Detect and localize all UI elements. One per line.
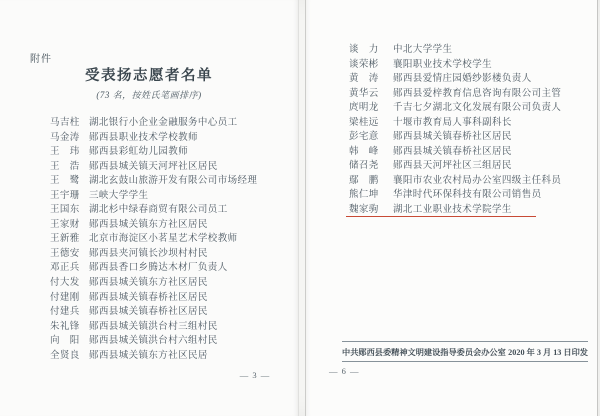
volunteer-entry — [349, 116, 561, 131]
volunteer-name: 邓正兵 — [50, 263, 80, 274]
page-right — [305, 0, 598, 416]
volunteer-affiliation: 郧西县天河坪社区三组居民 — [393, 161, 512, 172]
volunteer-entry — [50, 247, 257, 262]
volunteer-name: 付大发 — [50, 278, 80, 289]
volunteer-name: 付建兵 — [50, 307, 80, 318]
volunteer-affiliation: 郧西县爱梓教育信息咨询有限公司主管 — [393, 88, 562, 99]
volunteer-entry — [349, 43, 561, 58]
volunteer-name: 王新雅 — [50, 234, 80, 245]
volunteer-name: 马金涛 — [50, 132, 80, 143]
volunteer-entry — [349, 159, 561, 174]
volunteer-entry — [50, 261, 257, 276]
volunteer-affiliation: 中北大学学生 — [393, 45, 453, 55]
volunteer-name: 王德安 — [50, 248, 80, 259]
volunteer-entry — [50, 291, 257, 306]
document-title: 受表扬志愿者名单 — [85, 68, 213, 84]
volunteer-name: 熊仁坤 — [349, 190, 379, 201]
volunteer-name: 付建刚 — [50, 292, 80, 303]
volunteer-affiliation: 郧西县彩虹幼儿园教师 — [89, 147, 189, 158]
volunteer-entry — [50, 320, 257, 335]
volunteer-affiliation: 郧西县香口乡腾达木材厂负责人 — [89, 263, 228, 274]
volunteer-name: 全贤良 — [50, 350, 80, 361]
volunteer-affiliation: 襄阳职业技术学校学生 — [393, 59, 493, 70]
volunteer-affiliation: 襄阳市农业农村局办公室四级主任科员 — [393, 175, 562, 186]
volunteer-entry — [50, 305, 257, 320]
volunteer-entry — [50, 145, 257, 160]
volunteer-entry — [349, 203, 561, 218]
volunteer-affiliation: 郧西县城关镇东方社区民居 — [89, 350, 208, 361]
volunteer-entry — [50, 174, 257, 189]
volunteer-name: 王 玮 — [50, 147, 80, 158]
page-number-left: — 3 — — [239, 370, 271, 380]
volunteer-name: 黄华云 — [349, 88, 379, 99]
volunteer-entry — [349, 145, 561, 160]
volunteer-entry — [50, 334, 257, 349]
volunteer-affiliation: 郧西县爱情庄园婚纱影楼负责人 — [393, 74, 532, 85]
volunteer-entry — [50, 349, 257, 364]
volunteer-name: 庹明龙 — [349, 103, 379, 114]
volunteer-affiliation: 郧西县夹河镇长沙坝村村民 — [89, 248, 208, 259]
volunteer-list-left — [50, 116, 257, 363]
volunteer-entry — [349, 130, 561, 145]
colophon-issuer: 中共郧西县委精神文明建设指导委员会办公室 — [342, 348, 506, 357]
volunteer-affiliation: 郧西县城关镇东方社区居民 — [89, 278, 208, 289]
volunteer-affiliation: 郧西县城关镇春桥社区居民 — [89, 292, 208, 303]
colophon — [342, 345, 588, 360]
volunteer-name: 马吉柱 — [50, 118, 80, 128]
colophon-print-date: 2020 年 3 月 13 日印发 — [508, 348, 588, 357]
volunteer-affiliation: 郧西县城关镇春桥社区居民 — [89, 307, 208, 318]
volunteer-affiliation: 郧西县城关镇洪台村三组村民 — [89, 321, 218, 332]
volunteer-affiliation: 千吉七夕湖北文化发展有限公司负责人 — [393, 103, 562, 114]
volunteer-entry — [50, 276, 257, 291]
document-subtitle: (73 名，按姓氏笔画排序) — [96, 90, 202, 100]
volunteer-affiliation: 湖北玄鼓山旅游开发有限公司市场经理 — [89, 176, 258, 187]
volunteer-name: 王家财 — [50, 219, 80, 230]
volunteer-affiliation: 郧西县城关镇东方社区居民 — [89, 219, 208, 230]
volunteer-entry — [50, 189, 257, 204]
attachment-label: 附件 — [30, 54, 52, 65]
volunteer-entry — [50, 131, 257, 146]
volunteer-entry — [349, 101, 561, 116]
volunteer-affiliation: 湖北银行小企业金融服务中心员工 — [89, 118, 238, 128]
volunteer-name: 谈荣彬 — [349, 59, 379, 70]
volunteer-affiliation: 北京市海淀区小茗星艺术学校教师 — [89, 234, 238, 245]
volunteer-name: 韩 峰 — [349, 146, 379, 157]
volunteer-affiliation: 郧西县城关镇洪台村六组村民 — [89, 336, 218, 347]
volunteer-list-right — [349, 43, 561, 218]
volunteer-name: 鄢 鹏 — [349, 175, 379, 186]
volunteer-affiliation: 十堰市教育局人事科副科长 — [393, 117, 512, 128]
volunteer-name: 梁桂远 — [349, 117, 379, 128]
volunteer-entry — [50, 203, 257, 218]
volunteer-name: 储召尧 — [349, 161, 379, 172]
volunteer-entry — [349, 58, 561, 73]
volunteer-name: 王国东 — [50, 205, 80, 216]
volunteer-name: 魏家驹 — [349, 205, 379, 216]
volunteer-affiliation: 湖北杉中绿春商贸有限公司员工 — [89, 205, 228, 216]
volunteer-entry — [50, 116, 257, 131]
volunteer-name: 王 浩 — [50, 161, 80, 172]
volunteer-affiliation: 郧西县城关镇天河坪社区居民 — [89, 161, 218, 172]
volunteer-entry — [349, 72, 561, 87]
volunteer-name: 王 鹭 — [50, 176, 80, 187]
volunteer-name: 黄 涛 — [349, 74, 379, 85]
page-number-right: — 6 — — [329, 366, 360, 376]
page-left — [0, 0, 299, 416]
volunteer-affiliation: 湖北工业职业技术学院学生 — [393, 205, 512, 216]
volunteer-entry — [50, 218, 257, 233]
colophon-rule-bottom — [342, 361, 588, 362]
volunteer-name: 朱礼锋 — [50, 321, 80, 332]
volunteer-affiliation: 郧西县职业技术学校教师 — [89, 132, 198, 143]
volunteer-name: 王宇珊 — [50, 190, 80, 201]
volunteer-affiliation: 郧西县城关镇春桥社区居民 — [393, 132, 512, 143]
volunteer-name: 谈 力 — [349, 45, 379, 55]
volunteer-affiliation: 郧西县城关镇春桥社区居民 — [393, 146, 512, 157]
colophon-rule-top — [342, 341, 588, 342]
volunteer-entry — [349, 188, 561, 203]
volunteer-entry — [50, 160, 257, 175]
volunteer-entry — [50, 232, 257, 247]
volunteer-entry — [349, 87, 561, 102]
volunteer-name: 彭宅意 — [349, 132, 379, 143]
volunteer-affiliation: 华津时代环保科技有限公司销售员 — [393, 190, 542, 201]
volunteer-affiliation: 三峡大学学生 — [89, 190, 149, 201]
volunteer-name: 向 阳 — [50, 336, 80, 347]
volunteer-entry — [349, 174, 561, 189]
